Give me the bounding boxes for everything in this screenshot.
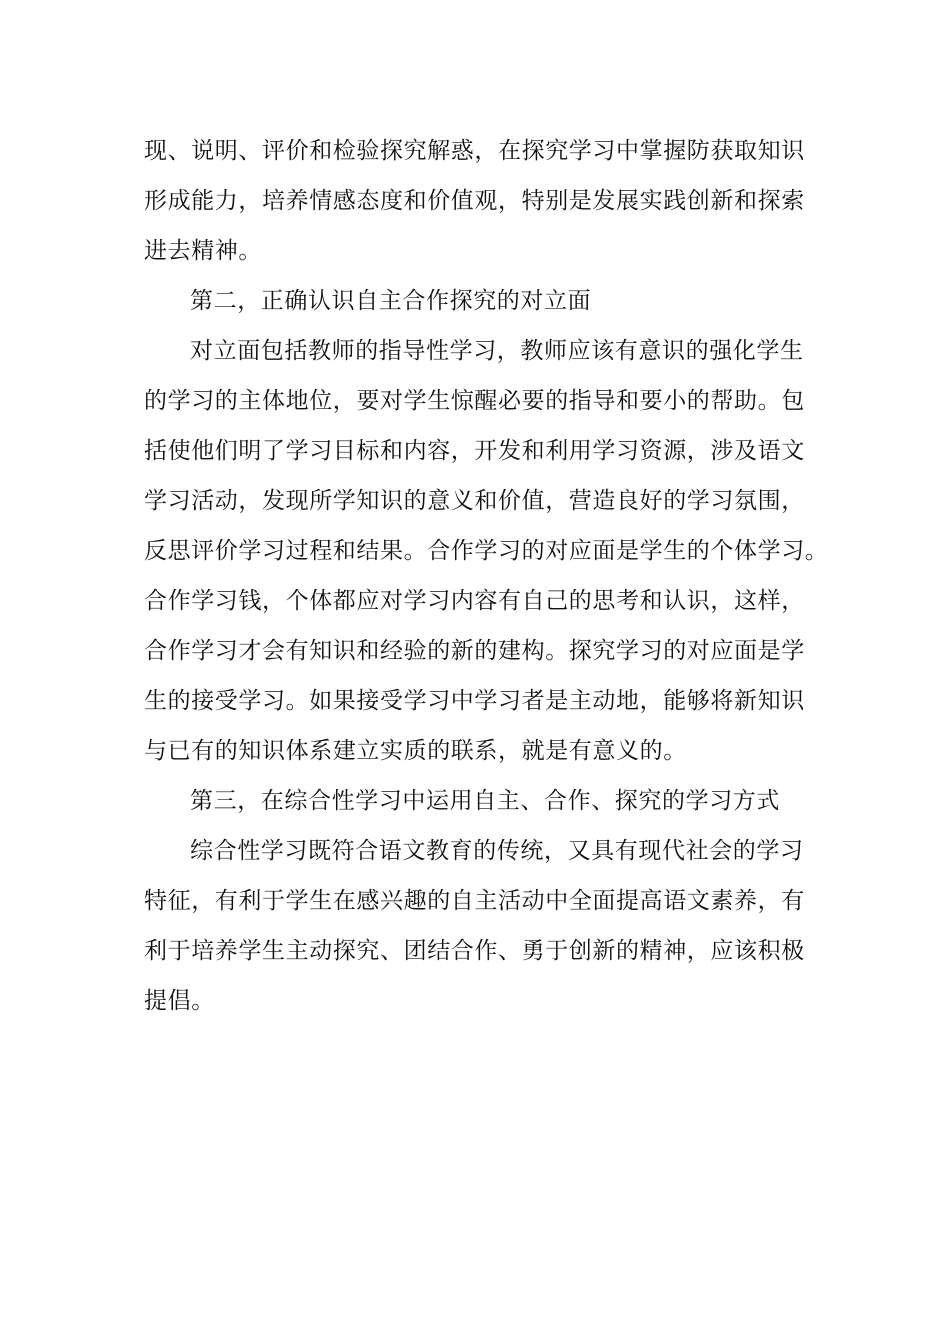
- paragraph-line: 与已有的知识体系建立实质的联系，就是有意义的。: [144, 738, 687, 764]
- paragraph-line: 括使他们明了学习目标和内容，开发和利用学习资源，涉及语文: [144, 438, 805, 464]
- paragraph-line: 现、说明、评价和检验探究解惑，在探究学习中掌握防获取知识: [144, 138, 805, 164]
- paragraph-line: 形成能力，培养情感态度和价值观，特别是发展实践创新和探索: [144, 188, 805, 214]
- paragraph-line: 生的接受学习。如果接受学习中学习者是主动地，能够将新知识: [144, 688, 805, 714]
- paragraph-line: 对立面包括教师的指导性学习，教师应该有意识的强化学生: [190, 338, 804, 364]
- paragraph-line: 反思评价学习过程和结果。合作学习的对应面是学生的个体学习。: [144, 538, 829, 564]
- paragraph-line: 合作学习钱，个体都应对学习内容有自己的思考和认识，这样，: [144, 588, 805, 614]
- paragraph-line: 合作学习才会有知识和经验的新的建构。探究学习的对应面是学: [144, 638, 805, 664]
- paragraph-line: 学习活动，发现所学知识的意义和价值，营造良好的学习氛围，: [144, 488, 805, 514]
- paragraph-line: 的学习的主体地位，要对学生惊醒必要的指导和要小的帮助。包: [144, 388, 805, 414]
- paragraph-line: 利于培养学生主动探究、团结合作、勇于创新的精神，应该积极: [144, 938, 805, 964]
- section-heading: 第二，正确认识自主合作探究的对立面: [190, 288, 592, 314]
- section-heading: 第三，在综合性学习中运用自主、合作、探究的学习方式: [190, 788, 780, 814]
- paragraph-line: 综合性学习既符合语文教育的传统，又具有现代社会的学习: [190, 838, 804, 864]
- paragraph-line: 进去精神。: [144, 238, 262, 264]
- paragraph-line: 特征，有利于学生在感兴趣的自主活动中全面提高语文素养，有: [144, 888, 805, 914]
- paragraph-line: 提倡。: [144, 988, 215, 1014]
